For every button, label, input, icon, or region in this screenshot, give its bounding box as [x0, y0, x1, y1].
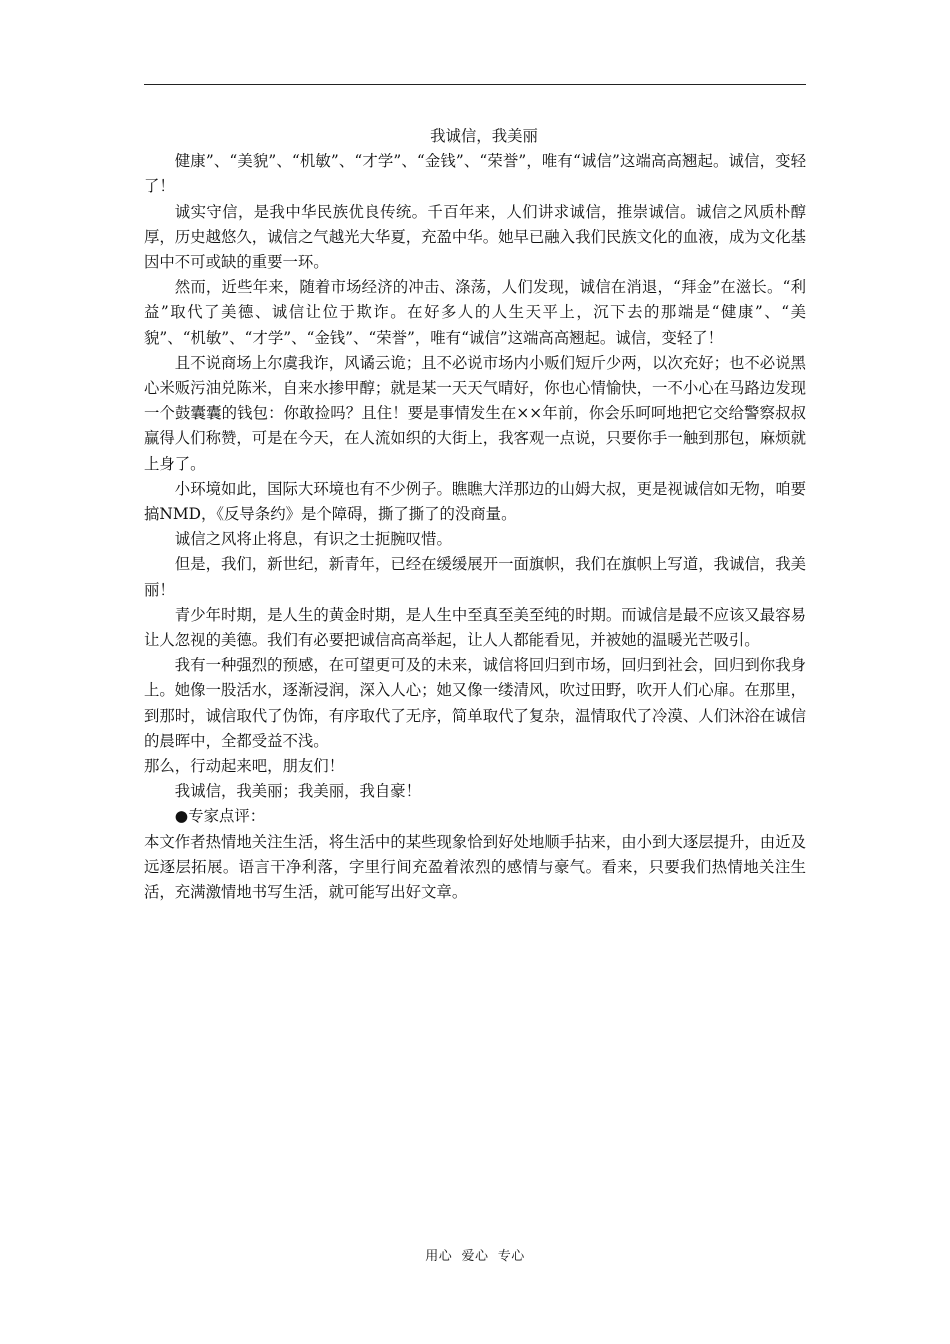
document-title: 我诚信，我美丽 [430, 127, 538, 145]
document-body [144, 124, 806, 905]
paragraph: 但是，我们，新世纪，新青年，已经在缓缓展开一面旗帜，我们在旗帜上写道，我诚信，我美丽！ [144, 555, 806, 599]
paragraph: ●专家点评： [174, 807, 266, 826]
paragraph: 健康”、“美貌”、“机敏”、“才学”、“金钱”、“荣誉”，唯有“诚信”这端高高翘起。诚信，变轻了！ [144, 152, 806, 196]
paragraph: 且不说商场上尔虞我诈，风谲云诡；且不必说市场内小贩们短斤少两，以次充好；也不必说黑心米贩污油兑陈米，自来水掺甲醇；就是某一天天气晴好，你也心情愉快，一不小心在马路边发现一个鼓囊囊的钱包：你敢捡吗？且住！要是事情发生在××年前，你会乐呵呵地把它交给警察叔叔赢得人们称赞，可是在今天，在人流如织的大街上，我客观一点说，只要你手一触到那包，麻烦就上身了。 [144, 353, 806, 473]
paragraph: 青少年时期，是人生的黄金时期，是人生中至真至美至纯的时期。而诚信是最不应该又最容易让人忽视的美德。我们有必要把诚信高高举起，让人人都能看见，并被她的温暖光芒吸引。 [144, 605, 806, 650]
paragraph-list [144, 149, 806, 905]
paragraph: 本文作者热情地关注生活，将生活中的某些现象恰到好处地顺手拈来，由小到大逐层提升，由近及远逐层拓展。语言干净利落，字里行间充盈着浓烈的感情与豪气。看来，只要我们热情地关注生活，充满激情地书写生活，就可能写出好文章。 [144, 832, 806, 902]
paragraph: 然而，近些年来，随着市场经济的冲击、涤荡，人们发现，诚信在消退，“拜金”在滋长。“利益”取代了美德、诚信让位于欺诈。在好多人的人生天平上，沉下去的那端是“健康”、“美貌”、“机敏”、“才学”、“金钱”、“荣誉”，唯有“诚信”这端高高翘起。诚信，变轻了！ [144, 278, 806, 347]
page-footer: 用心 爱心 专心 [425, 1249, 525, 1264]
paragraph: 我诚信，我美丽；我美丽，我自豪！ [174, 782, 422, 801]
paragraph: 诚信之风将止将息，有识之士扼腕叹惜。 [174, 530, 452, 549]
paragraph: 小环境如此，国际大环境也有不少例子。瞧瞧大洋那边的山姆大叔，更是视诚信如无物，咱要搞NMD，《反导条约》是个障碍，撕了撕了的没商量。 [144, 479, 806, 524]
paragraph: 诚实守信，是我中华民族优良传统。千百年来，人们讲求诚信，推崇诚信。诚信之风质朴醇厚，历史越悠久，诚信之气越光大华夏，充盈中华。她早已融入我们民族文化的血液，成为文化基因中不可或缺的重要一环。 [144, 202, 806, 272]
paragraph: 我有一种强烈的预感，在可望更可及的未来，诚信将回归到市场，回归到社会，回归到你我身上。她像一股活水，逐渐浸润，深入人心；她又像一缕清风，吹过田野，吹开人们心扉。在那里，到那时，诚信取代了伪饰，有序取代了无序，简单取代了复杂，温情取代了冷漠、人们沐浴在诚信的晨晖中，全都受益不浅。 [144, 656, 806, 750]
header-rule [144, 84, 806, 85]
paragraph: 那么，行动起来吧，朋友们！ [144, 757, 345, 776]
